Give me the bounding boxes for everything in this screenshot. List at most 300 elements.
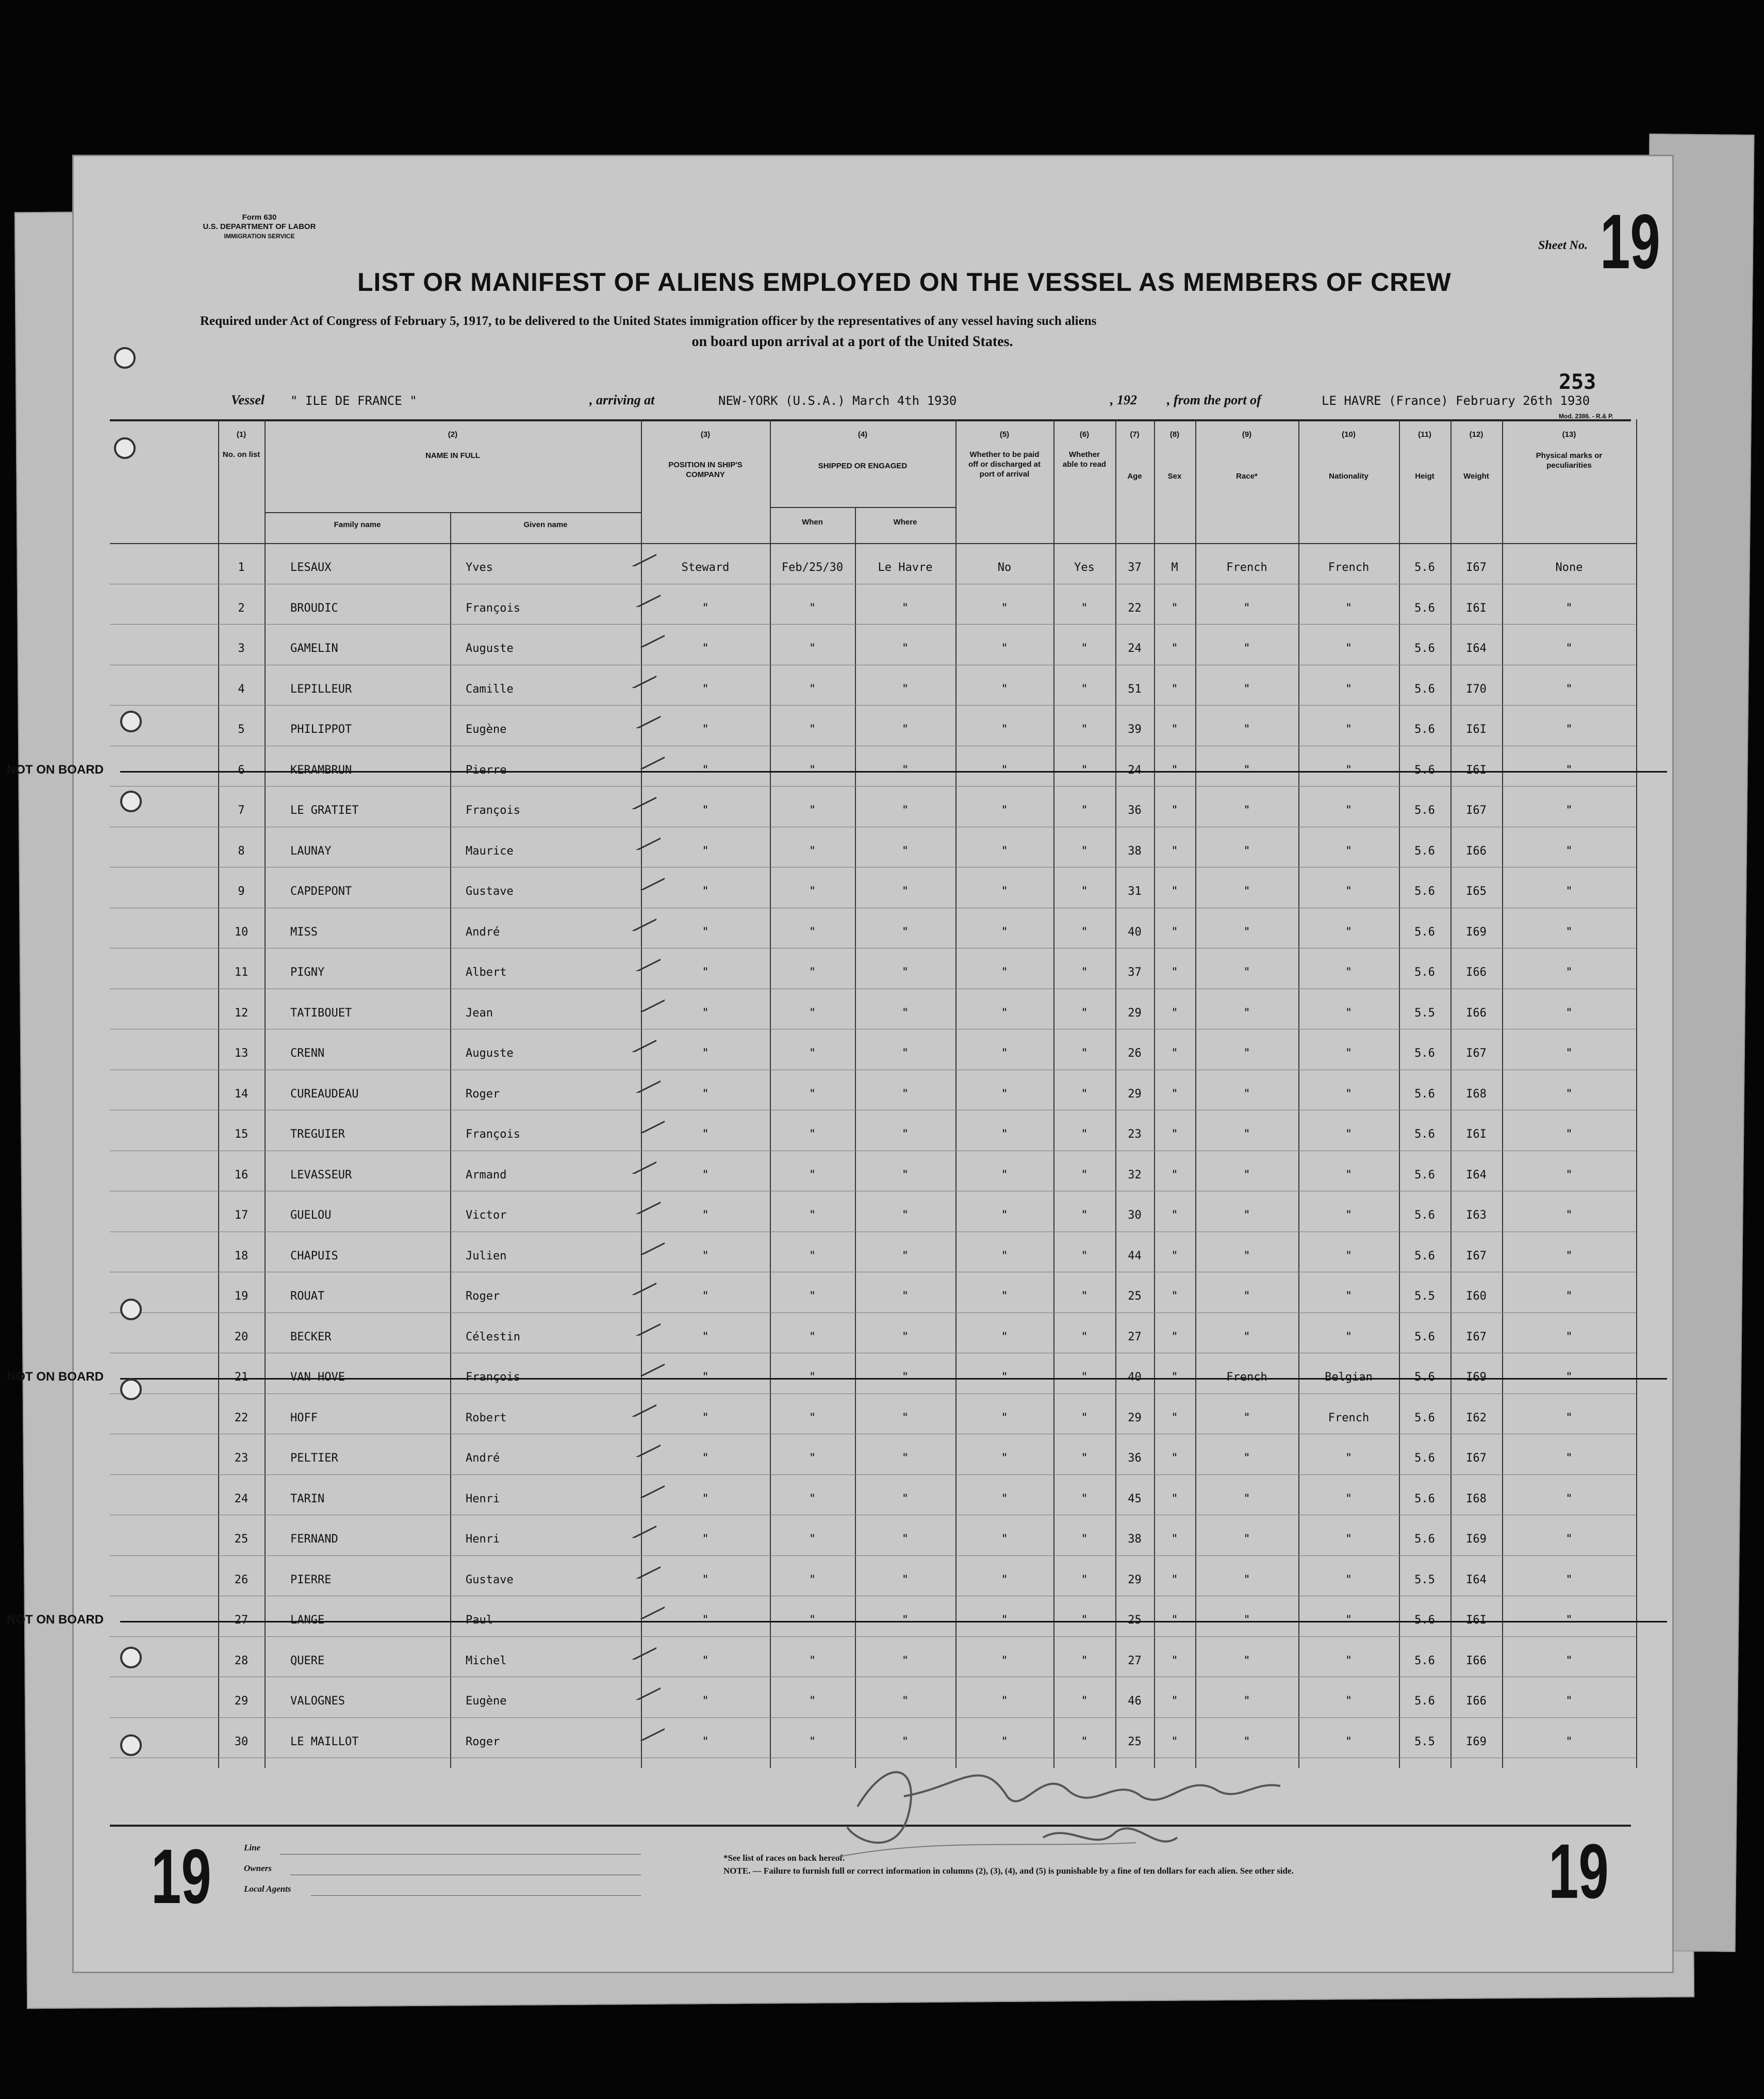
cell-height: 5.6 bbox=[1414, 966, 1435, 979]
cell-age: 38 bbox=[1128, 844, 1142, 858]
cell-no: 22 bbox=[234, 1411, 249, 1424]
col-5-number: (5) bbox=[999, 430, 1010, 439]
cell-read: " bbox=[1081, 1330, 1088, 1343]
cell-position: " bbox=[702, 1695, 709, 1708]
cell-race: " bbox=[1243, 925, 1250, 939]
cell-age: 45 bbox=[1128, 1492, 1142, 1505]
cell-height: 5.6 bbox=[1414, 1128, 1435, 1141]
cell-sex: " bbox=[1171, 1330, 1178, 1343]
cell-where: " bbox=[901, 1128, 909, 1141]
cell-sex: " bbox=[1171, 1614, 1178, 1627]
cell-read: " bbox=[1081, 844, 1088, 858]
cell-race: " bbox=[1243, 1654, 1250, 1667]
binder-hole bbox=[120, 711, 142, 732]
cell-sex: " bbox=[1171, 804, 1178, 817]
cell-when: " bbox=[809, 1330, 816, 1343]
cell-weight: I67 bbox=[1466, 561, 1487, 574]
cell-position: " bbox=[702, 1735, 709, 1748]
cell-nat: " bbox=[1345, 966, 1353, 979]
cell-sex: " bbox=[1171, 601, 1178, 615]
cell-read: " bbox=[1081, 1209, 1088, 1222]
cell-given: Maurice bbox=[466, 844, 514, 858]
cell-position: " bbox=[702, 1492, 709, 1505]
cell-family: CHAPUIS bbox=[290, 1249, 338, 1262]
cell-read: " bbox=[1081, 763, 1088, 777]
cell-family: LE MAILLOT bbox=[290, 1735, 359, 1748]
cell-family: KERAMBRUN bbox=[290, 763, 352, 777]
cell-race: " bbox=[1243, 1330, 1250, 1343]
cell-position: Steward bbox=[681, 561, 730, 574]
cell-height: 5.6 bbox=[1414, 1654, 1435, 1667]
cell-marks: " bbox=[1565, 1168, 1573, 1182]
check-mark-icon bbox=[604, 708, 661, 728]
cell-weight: I66 bbox=[1466, 1695, 1487, 1708]
cell-where: " bbox=[901, 1452, 909, 1465]
cell-paid: " bbox=[1001, 1452, 1008, 1465]
col-13-number: (13) bbox=[1562, 430, 1576, 439]
cell-paid: " bbox=[1001, 1371, 1008, 1384]
cell-nat: " bbox=[1345, 1695, 1353, 1708]
cell-age: 22 bbox=[1128, 601, 1142, 615]
col-4-number: (4) bbox=[858, 430, 868, 439]
sheet-number-bottom-right: 19 bbox=[1548, 1828, 1609, 1914]
cell-when: " bbox=[809, 1614, 816, 1627]
cell-where: " bbox=[901, 1573, 909, 1586]
cell-nat: " bbox=[1345, 1168, 1353, 1182]
cell-marks: " bbox=[1565, 1452, 1573, 1465]
cell-when: " bbox=[809, 885, 816, 898]
cell-race: " bbox=[1243, 601, 1250, 615]
cell-when: " bbox=[809, 1735, 816, 1748]
cell-weight: I69 bbox=[1466, 1371, 1487, 1384]
check-mark-icon bbox=[600, 667, 656, 688]
cell-weight: I60 bbox=[1466, 1290, 1487, 1303]
cell-where: " bbox=[901, 844, 909, 858]
cell-no: 10 bbox=[234, 925, 249, 939]
cell-given: François bbox=[466, 804, 520, 817]
cell-family: CRENN bbox=[290, 1047, 325, 1060]
cell-when: Feb/25/30 bbox=[781, 561, 844, 574]
cell-no: 5 bbox=[238, 723, 245, 736]
cell-height: 5.6 bbox=[1414, 723, 1435, 736]
cell-no: 15 bbox=[234, 1128, 249, 1141]
form-number: Form 630 bbox=[242, 213, 277, 222]
cell-race: " bbox=[1243, 1411, 1250, 1424]
cell-where: " bbox=[901, 1654, 909, 1667]
cell-age: 24 bbox=[1128, 763, 1142, 777]
cell-read: " bbox=[1081, 1654, 1088, 1667]
check-mark-icon bbox=[608, 1720, 665, 1741]
cell-age: 25 bbox=[1128, 1614, 1142, 1627]
cell-paid: No bbox=[997, 561, 1012, 574]
cell-age: 44 bbox=[1128, 1249, 1142, 1262]
cell-read: " bbox=[1081, 1533, 1088, 1546]
col-4a-header: When bbox=[802, 518, 823, 527]
binder-hole bbox=[120, 791, 142, 812]
check-mark-icon bbox=[600, 1153, 656, 1174]
cell-read: " bbox=[1081, 1492, 1088, 1505]
cell-position: " bbox=[702, 966, 709, 979]
binder-hole bbox=[120, 1734, 142, 1756]
cell-weight: I6I bbox=[1466, 601, 1487, 615]
binder-hole bbox=[120, 1379, 142, 1400]
cell-nat: French bbox=[1328, 561, 1370, 574]
cell-given: François bbox=[466, 1371, 520, 1384]
col-9-number: (9) bbox=[1242, 430, 1252, 439]
cell-when: " bbox=[809, 723, 816, 736]
stamp-number: 253 bbox=[1559, 370, 1596, 394]
cell-read: " bbox=[1081, 1168, 1088, 1182]
cell-nat: French bbox=[1328, 1411, 1370, 1424]
col-7-number: (7) bbox=[1130, 430, 1140, 439]
cell-age: 26 bbox=[1128, 1047, 1142, 1060]
not-on-board-note: NOT ON BOARD bbox=[7, 1613, 104, 1627]
cell-family: PELTIER bbox=[290, 1452, 338, 1465]
cell-family: CUREAUDEAU bbox=[290, 1087, 359, 1101]
cell-where: " bbox=[901, 804, 909, 817]
cell-given: Yves bbox=[466, 561, 493, 574]
mod-number: Mod. 2386. - R.& P. bbox=[1559, 413, 1613, 420]
cell-family: BECKER bbox=[290, 1330, 332, 1343]
cell-given: Eugène bbox=[466, 723, 507, 736]
cell-age: 46 bbox=[1128, 1695, 1142, 1708]
cell-position: " bbox=[702, 1128, 709, 1141]
sheet-number: 19 bbox=[1600, 198, 1660, 285]
cell-where: Le Havre bbox=[878, 561, 933, 574]
cell-age: 24 bbox=[1128, 642, 1142, 655]
cell-no: 16 bbox=[234, 1168, 249, 1182]
cell-height: 5.6 bbox=[1414, 925, 1435, 939]
cell-where: " bbox=[901, 1087, 909, 1101]
cell-race: " bbox=[1243, 844, 1250, 858]
cell-weight: I62 bbox=[1466, 1411, 1487, 1424]
cell-position: " bbox=[702, 763, 709, 777]
cell-sex: " bbox=[1171, 1087, 1178, 1101]
cell-height: 5.6 bbox=[1414, 1168, 1435, 1182]
cell-no: 28 bbox=[234, 1654, 249, 1667]
cell-read: " bbox=[1081, 966, 1088, 979]
cell-age: 29 bbox=[1128, 1573, 1142, 1586]
cell-nat: " bbox=[1345, 1452, 1353, 1465]
cell-family: LESAUX bbox=[290, 561, 332, 574]
cell-given: Camille bbox=[466, 682, 514, 696]
cell-paid: " bbox=[1001, 1411, 1008, 1424]
cell-race: " bbox=[1243, 1573, 1250, 1586]
vessel-name: " ILE DE FRANCE " bbox=[290, 393, 417, 408]
cell-marks: " bbox=[1565, 1614, 1573, 1627]
cell-position: " bbox=[702, 1087, 709, 1101]
cell-read: " bbox=[1081, 804, 1088, 817]
cell-no: 21 bbox=[234, 1371, 249, 1384]
cell-position: " bbox=[702, 682, 709, 696]
cell-sex: M bbox=[1171, 561, 1178, 574]
cell-nat: " bbox=[1345, 1614, 1353, 1627]
owners-label: Owners bbox=[244, 1863, 272, 1873]
cell-given: André bbox=[466, 1452, 500, 1465]
cell-given: Armand bbox=[466, 1168, 507, 1182]
cell-read: " bbox=[1081, 1573, 1088, 1586]
cell-given: Roger bbox=[466, 1735, 500, 1748]
cell-sex: " bbox=[1171, 1047, 1178, 1060]
cell-when: " bbox=[809, 1290, 816, 1303]
col-11-title: Heigt bbox=[1415, 472, 1435, 481]
cell-given: Victor bbox=[466, 1209, 507, 1222]
cell-when: " bbox=[809, 1087, 816, 1101]
cell-no: 11 bbox=[234, 966, 249, 979]
cell-no: 20 bbox=[234, 1330, 249, 1343]
cell-read: " bbox=[1081, 723, 1088, 736]
cell-where: " bbox=[901, 1411, 909, 1424]
cell-age: 31 bbox=[1128, 885, 1142, 898]
cell-read: " bbox=[1081, 1047, 1088, 1060]
cell-marks: " bbox=[1565, 844, 1573, 858]
cell-family: LEPILLEUR bbox=[290, 682, 352, 696]
cell-race: " bbox=[1243, 642, 1250, 655]
line-rule bbox=[280, 1854, 641, 1855]
cell-nat: " bbox=[1345, 844, 1353, 858]
cell-marks: " bbox=[1565, 1128, 1573, 1141]
cell-nat: " bbox=[1345, 1654, 1353, 1667]
cell-position: " bbox=[702, 925, 709, 939]
cell-marks: " bbox=[1565, 601, 1573, 615]
cell-read: " bbox=[1081, 925, 1088, 939]
cell-read: " bbox=[1081, 1128, 1088, 1141]
cell-read: " bbox=[1081, 682, 1088, 696]
cell-read: " bbox=[1081, 642, 1088, 655]
cell-where: " bbox=[901, 885, 909, 898]
check-mark-icon bbox=[608, 1477, 665, 1498]
not-on-board-note: NOT ON BOARD bbox=[7, 1370, 104, 1384]
cell-family: PHILIPPOT bbox=[290, 723, 352, 736]
cell-nat: " bbox=[1345, 1047, 1353, 1060]
cell-race: French bbox=[1226, 1371, 1267, 1384]
cell-paid: " bbox=[1001, 723, 1008, 736]
cell-no: 24 bbox=[234, 1492, 249, 1505]
cell-race: " bbox=[1243, 1452, 1250, 1465]
department: U.S. DEPARTMENT OF LABOR bbox=[203, 222, 316, 231]
check-mark-icon bbox=[600, 1639, 656, 1660]
cell-no: 2 bbox=[238, 601, 245, 615]
check-mark-icon bbox=[608, 991, 665, 1012]
cell-position: " bbox=[702, 844, 709, 858]
cell-height: 5.6 bbox=[1414, 682, 1435, 696]
cell-paid: " bbox=[1001, 1614, 1008, 1627]
col-9-title: Race* bbox=[1236, 472, 1258, 481]
cell-weight: I70 bbox=[1466, 682, 1487, 696]
cell-sex: " bbox=[1171, 1695, 1178, 1708]
col-13-title: Physical marks or peculiarities bbox=[1536, 451, 1603, 470]
cell-age: 37 bbox=[1128, 561, 1142, 574]
cell-when: " bbox=[809, 925, 816, 939]
cell-when: " bbox=[809, 642, 816, 655]
cell-nat: " bbox=[1345, 925, 1353, 939]
not-on-board-note: NOT ON BOARD bbox=[7, 762, 104, 777]
cell-given: Gustave bbox=[466, 1573, 514, 1586]
strike-through-line bbox=[120, 1378, 1667, 1380]
cell-when: " bbox=[809, 1371, 816, 1384]
col-12-title: Weight bbox=[1463, 472, 1489, 481]
cell-where: " bbox=[901, 1290, 909, 1303]
year-label: , 192 bbox=[1110, 392, 1137, 407]
cell-sex: " bbox=[1171, 682, 1178, 696]
cell-given: Auguste bbox=[466, 642, 514, 655]
cell-age: 51 bbox=[1128, 682, 1142, 696]
cell-sex: " bbox=[1171, 1411, 1178, 1424]
cell-position: " bbox=[702, 1290, 709, 1303]
cell-nat: " bbox=[1345, 1330, 1353, 1343]
col-3-number: (3) bbox=[700, 430, 711, 439]
cell-marks: " bbox=[1565, 1411, 1573, 1424]
cell-marks: " bbox=[1565, 804, 1573, 817]
cell-height: 5.6 bbox=[1414, 1614, 1435, 1627]
cell-when: " bbox=[809, 1452, 816, 1465]
cell-paid: " bbox=[1001, 642, 1008, 655]
cell-given: Julien bbox=[466, 1249, 507, 1262]
cell-position: " bbox=[702, 1371, 709, 1384]
cell-family: TREGUIER bbox=[290, 1128, 345, 1141]
col-2-title: NAME IN FULL bbox=[425, 451, 480, 460]
cell-position: " bbox=[702, 1654, 709, 1667]
col-8-title: Sex bbox=[1167, 472, 1182, 481]
cell-no: 1 bbox=[238, 561, 245, 574]
cell-where: " bbox=[901, 723, 909, 736]
cell-height: 5.5 bbox=[1414, 1290, 1435, 1303]
cell-height: 5.6 bbox=[1414, 1492, 1435, 1505]
cell-weight: I67 bbox=[1466, 1249, 1487, 1262]
cell-age: 36 bbox=[1128, 804, 1142, 817]
cell-family: VAN HOVE bbox=[290, 1371, 345, 1384]
port-of-departure: LE HAVRE (France) February 26th 1930 bbox=[1322, 393, 1590, 408]
cell-sex: " bbox=[1171, 723, 1178, 736]
agents-rule bbox=[311, 1895, 641, 1896]
cell-sex: " bbox=[1171, 1209, 1178, 1222]
cell-where: " bbox=[901, 1209, 909, 1222]
cell-paid: " bbox=[1001, 804, 1008, 817]
cell-family: TARIN bbox=[290, 1492, 325, 1505]
cell-position: " bbox=[702, 885, 709, 898]
line-label: Line bbox=[244, 1843, 261, 1852]
cell-weight: I69 bbox=[1466, 1533, 1487, 1546]
cell-height: 5.5 bbox=[1414, 1735, 1435, 1748]
check-mark-icon bbox=[604, 1193, 661, 1214]
cell-paid: " bbox=[1001, 1735, 1008, 1748]
cell-position: " bbox=[702, 804, 709, 817]
check-mark-icon bbox=[608, 1234, 665, 1255]
cell-when: " bbox=[809, 763, 816, 777]
check-mark-icon bbox=[604, 1679, 661, 1700]
cell-height: 5.6 bbox=[1414, 1452, 1435, 1465]
cell-marks: " bbox=[1565, 1209, 1573, 1222]
cell-marks: " bbox=[1565, 1371, 1573, 1384]
cell-where: " bbox=[901, 763, 909, 777]
cell-age: 25 bbox=[1128, 1290, 1142, 1303]
cell-height: 5.6 bbox=[1414, 1209, 1435, 1222]
cell-race: " bbox=[1243, 1249, 1250, 1262]
cell-family: PIERRE bbox=[290, 1573, 332, 1586]
cell-position: " bbox=[702, 1209, 709, 1222]
cell-read: Yes bbox=[1074, 561, 1095, 574]
sheet-label: Sheet No. bbox=[1538, 239, 1588, 252]
cell-marks: " bbox=[1565, 1249, 1573, 1262]
check-mark-icon bbox=[600, 1517, 656, 1538]
cell-when: " bbox=[809, 966, 816, 979]
cell-height: 5.5 bbox=[1414, 1573, 1435, 1586]
cell-read: " bbox=[1081, 1087, 1088, 1101]
cell-family: BROUDIC bbox=[290, 601, 338, 615]
cell-weight: I64 bbox=[1466, 642, 1487, 655]
manifest-title: LIST OR MANIFEST OF ALIENS EMPLOYED ON THE VESSEL AS MEMBERS OF CREW bbox=[357, 268, 1452, 297]
cell-read: " bbox=[1081, 1290, 1088, 1303]
port-label: , from the port of bbox=[1167, 392, 1261, 407]
cell-paid: " bbox=[1001, 601, 1008, 615]
cell-position: " bbox=[702, 1614, 709, 1627]
cell-position: " bbox=[702, 642, 709, 655]
cell-paid: " bbox=[1001, 1087, 1008, 1101]
cell-marks: " bbox=[1565, 1695, 1573, 1708]
cell-age: 39 bbox=[1128, 723, 1142, 736]
check-mark-icon bbox=[600, 789, 656, 809]
cell-age: 40 bbox=[1128, 925, 1142, 939]
cell-marks: " bbox=[1565, 682, 1573, 696]
cell-race: " bbox=[1243, 1492, 1250, 1505]
cell-weight: I6I bbox=[1466, 1614, 1487, 1627]
cell-family: GUELOU bbox=[290, 1209, 332, 1222]
cell-sex: " bbox=[1171, 966, 1178, 979]
cell-read: " bbox=[1081, 1006, 1088, 1020]
cell-race: " bbox=[1243, 1209, 1250, 1222]
cell-read: " bbox=[1081, 885, 1088, 898]
cell-paid: " bbox=[1001, 1290, 1008, 1303]
cell-weight: I66 bbox=[1466, 844, 1487, 858]
cell-when: " bbox=[809, 1006, 816, 1020]
cell-race: " bbox=[1243, 1735, 1250, 1748]
cell-nat: " bbox=[1345, 1533, 1353, 1546]
cell-sex: " bbox=[1171, 1249, 1178, 1262]
cell-race: " bbox=[1243, 1695, 1250, 1708]
cell-where: " bbox=[901, 642, 909, 655]
cell-family: LANGE bbox=[290, 1614, 325, 1627]
cell-given: Albert bbox=[466, 966, 507, 979]
cell-weight: I67 bbox=[1466, 1047, 1487, 1060]
cell-marks: " bbox=[1565, 763, 1573, 777]
cell-when: " bbox=[809, 1168, 816, 1182]
cell-position: " bbox=[702, 1006, 709, 1020]
col-4-title: SHIPPED OR ENGAGED bbox=[818, 462, 908, 470]
cell-weight: I65 bbox=[1466, 885, 1487, 898]
check-mark-icon bbox=[600, 1396, 656, 1417]
cell-when: " bbox=[809, 682, 816, 696]
cell-nat: Belgian bbox=[1325, 1371, 1373, 1384]
cell-where: " bbox=[901, 1492, 909, 1505]
cell-position: " bbox=[702, 1249, 709, 1262]
cell-given: Michel bbox=[466, 1654, 507, 1667]
strike-through-line bbox=[120, 1621, 1667, 1622]
cell-sex: " bbox=[1171, 1168, 1178, 1182]
cell-when: " bbox=[809, 1573, 816, 1586]
cell-nat: " bbox=[1345, 1735, 1353, 1748]
cell-no: 25 bbox=[234, 1533, 249, 1546]
cell-paid: " bbox=[1001, 763, 1008, 777]
cell-nat: " bbox=[1345, 804, 1353, 817]
cell-paid: " bbox=[1001, 925, 1008, 939]
cell-position: " bbox=[702, 601, 709, 615]
cell-paid: " bbox=[1001, 1209, 1008, 1222]
col-11-number: (11) bbox=[1418, 430, 1431, 439]
cell-weight: I69 bbox=[1466, 925, 1487, 939]
cell-read: " bbox=[1081, 1371, 1088, 1384]
check-mark-icon bbox=[604, 1436, 661, 1457]
cell-age: 27 bbox=[1128, 1654, 1142, 1667]
